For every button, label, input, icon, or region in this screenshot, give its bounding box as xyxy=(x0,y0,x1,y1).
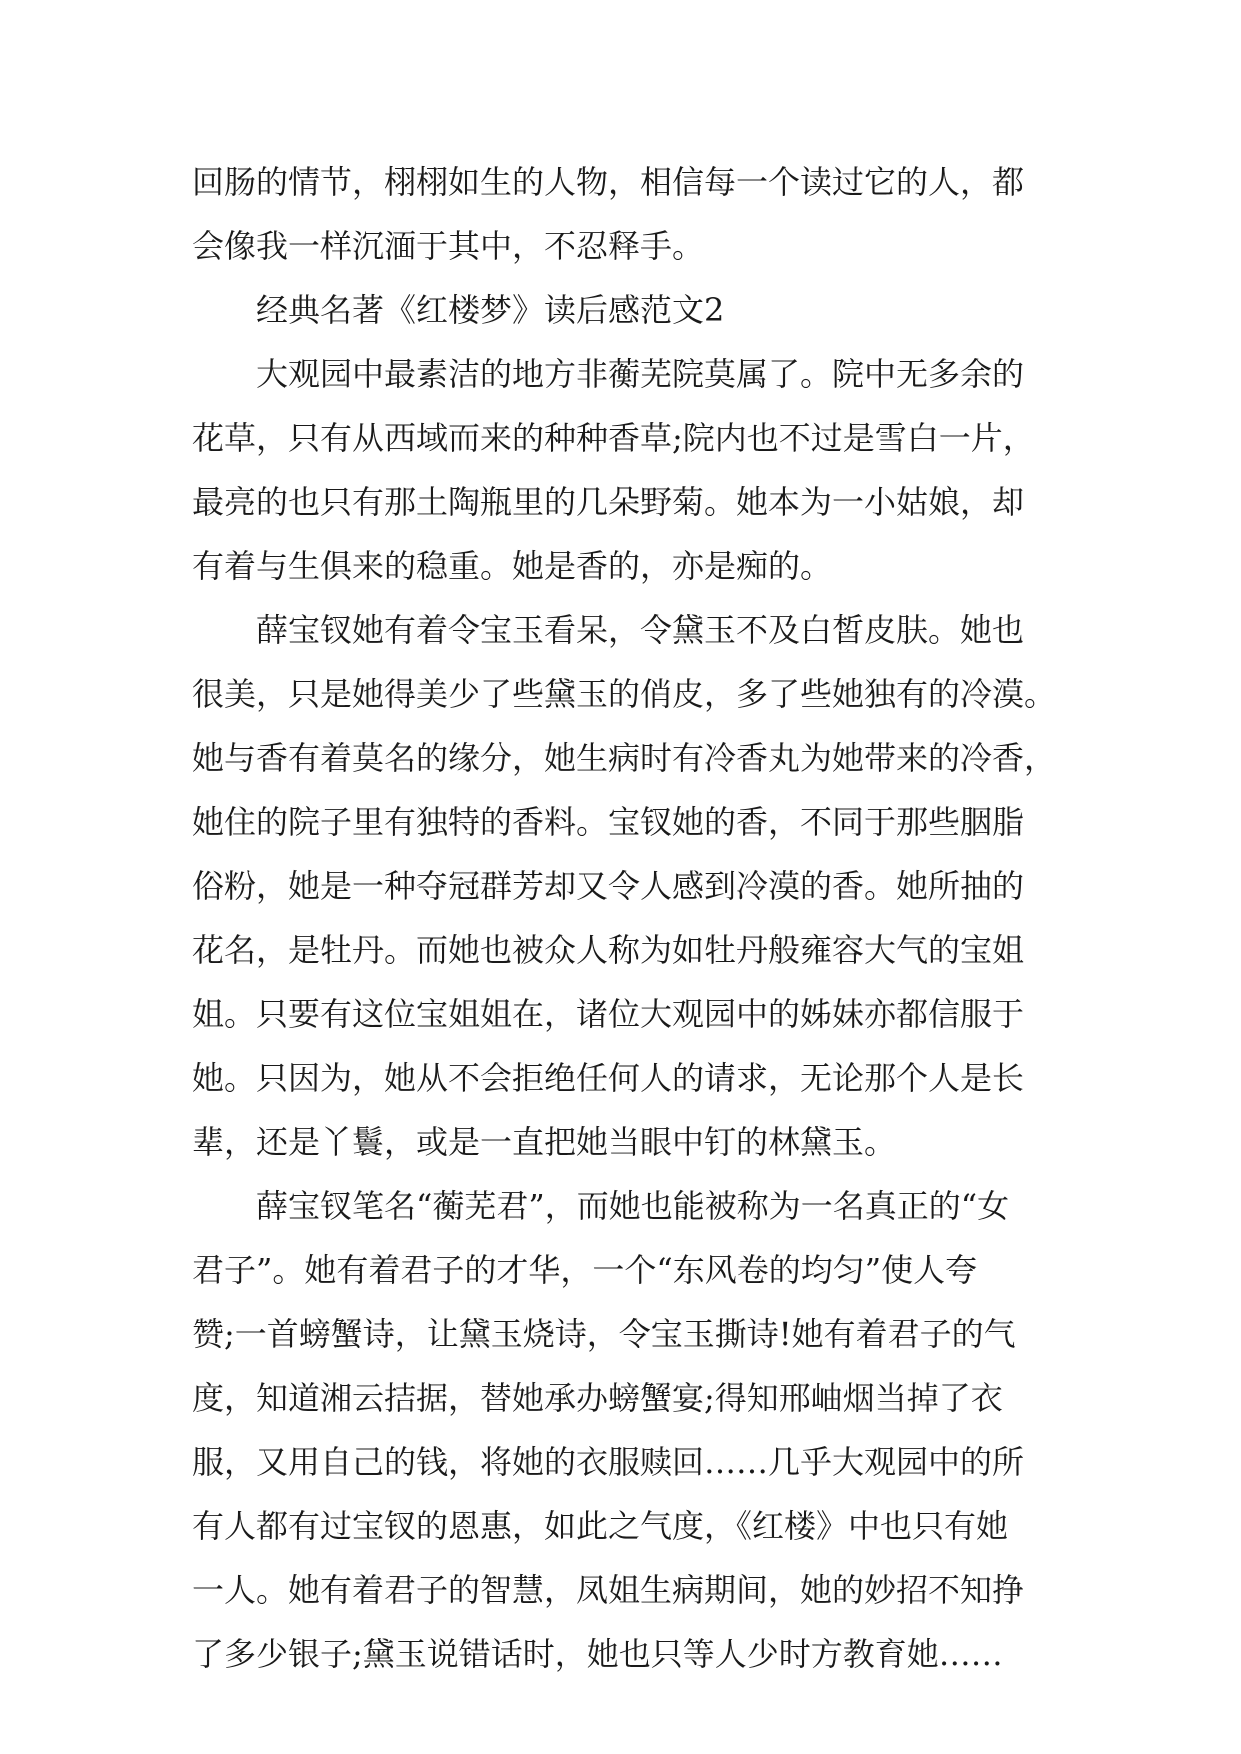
text-line: 度，知道湘云拮据，替她承办螃蟹宴;得知邢岫烟当掉了衣 xyxy=(192,1379,1003,1417)
paragraph-4 xyxy=(192,598,1072,1174)
text-line: 最亮的也只有那土陶瓶里的几朵野菊。她本为一小姑娘，却 xyxy=(192,483,1025,521)
paragraph-3 xyxy=(192,342,1072,598)
text-line: 花草，只有从西域而来的种种香草;院内也不过是雪白一片， xyxy=(192,419,1035,457)
text-line: 有人都有过宝钗的恩惠，如此之气度，《红楼》中也只有她 xyxy=(192,1507,1009,1545)
heading-line: 经典名著《红楼梦》读后感范文2 xyxy=(256,291,725,329)
text-line: 了多少银子;黛玉说错话时，她也只等人少时方教育她…… xyxy=(192,1635,1003,1673)
text-line: 薛宝钗她有着令宝玉看呆，令黛玉不及白皙皮肤。她也 xyxy=(256,611,1025,649)
text-line: 回肠的情节，栩栩如生的人物，相信每一个读过它的人，都 xyxy=(192,163,1025,201)
text-line: 有着与生俱来的稳重。她是香的，亦是痴的。 xyxy=(192,547,833,585)
text-line: 她。只因为，她从不会拒绝任何人的请求，无论那个人是长 xyxy=(192,1059,1025,1097)
text-line: 赞;一首螃蟹诗，让黛玉烧诗，令宝玉撕诗!她有着君子的气 xyxy=(192,1315,1016,1353)
paragraph-5 xyxy=(192,1174,1072,1686)
text-line: 一人。她有着君子的智慧，凤姐生病期间，她的妙招不知挣 xyxy=(192,1571,1025,1609)
text-line: 花名，是牡丹。而她也被众人称为如牡丹般雍容大气的宝姐 xyxy=(192,931,1025,969)
text-line: 俗粉，她是一种夺冠群芳却又令人感到冷漠的香。她所抽的 xyxy=(192,867,1025,905)
text-line: 很美，只是她得美少了些黛玉的俏皮，多了些她独有的冷漠。 xyxy=(192,675,1057,713)
text-line: 她住的院子里有独特的香料。宝钗她的香，不同于那些胭脂 xyxy=(192,803,1025,841)
text-line: 服，又用自己的钱，将她的衣服赎回……几乎大观园中的所 xyxy=(192,1443,1025,1481)
text-line: 君子”。她有着君子的才华，一个“东风卷的均匀”使人夸 xyxy=(192,1251,978,1289)
text-line: 会像我一样沉湎于其中，不忍释手。 xyxy=(192,227,705,265)
text-line: 大观园中最素洁的地方非蘅芜院莫属了。院中无多余的 xyxy=(256,355,1025,393)
document-body xyxy=(192,150,1072,1686)
text-line: 辈，还是丫鬟，或是一直把她当眼中钉的林黛玉。 xyxy=(192,1123,897,1161)
paragraph-1 xyxy=(192,150,1072,278)
text-line: 姐。只要有这位宝姐姐在，诸位大观园中的姊妹亦都信服于 xyxy=(192,995,1025,1033)
text-line: 她与香有着莫名的缘分，她生病时有冷香丸为她带来的冷香， xyxy=(192,739,1057,777)
essay-heading xyxy=(192,278,1072,342)
text-line: 薛宝钗笔名“蘅芜君”，而她也能被称为一名真正的“女 xyxy=(256,1187,1010,1225)
